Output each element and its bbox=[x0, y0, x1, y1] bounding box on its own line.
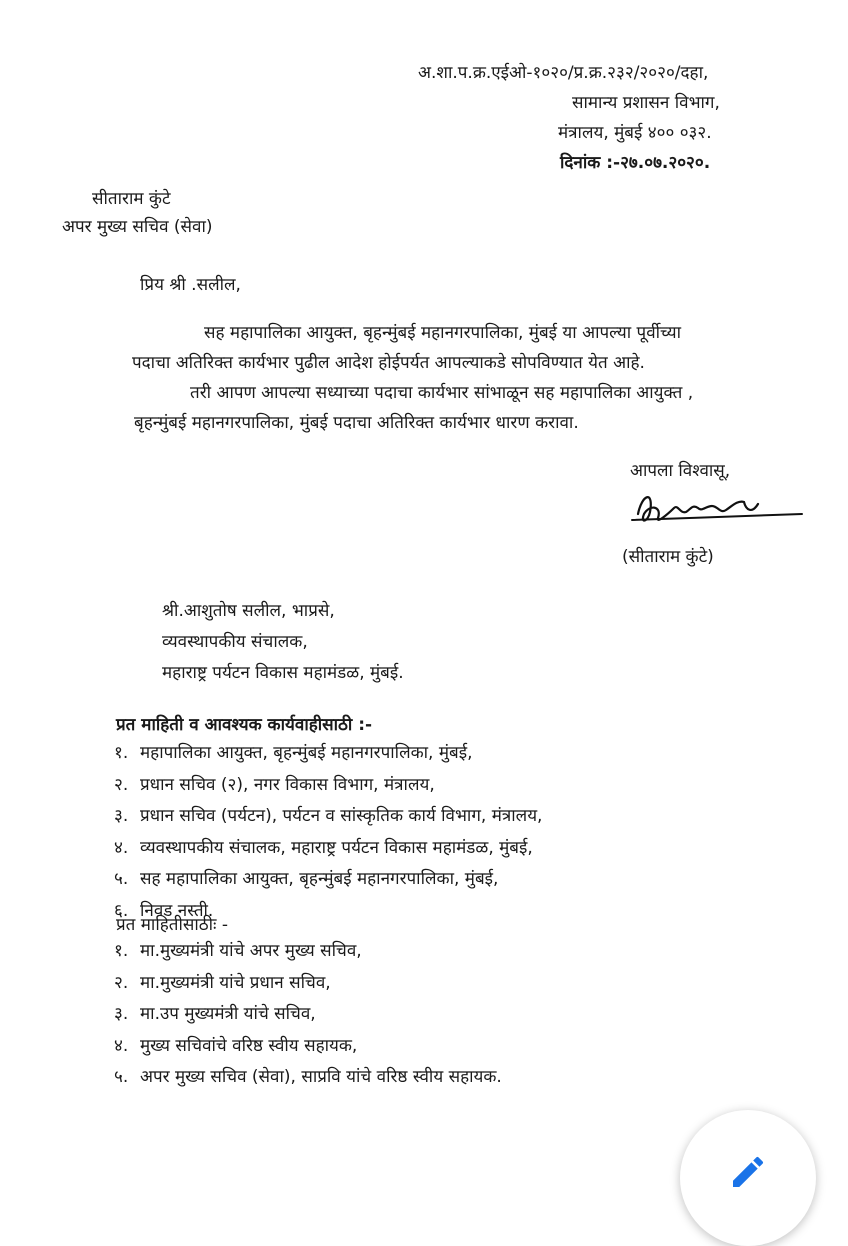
edit-button[interactable] bbox=[680, 1110, 816, 1246]
letter-date: दिनांक :-२७.०७.२०२०. bbox=[560, 153, 711, 173]
addressee-block bbox=[162, 596, 404, 689]
office-address: मंत्रालय, मुंबई ४०० ०३२. bbox=[558, 123, 712, 143]
list-item bbox=[114, 968, 502, 1000]
list-text: मा.उप मुख्यमंत्री यांचे सचिव, bbox=[140, 1004, 316, 1024]
list-item bbox=[114, 864, 542, 896]
copy-action-heading-text: प्रत माहिती व आवश्यक कार्यवाहीसाठी :- bbox=[116, 715, 373, 735]
body-line: बृहन्मुंबई महानगरपालिका, मुंबई पदाचा अतिरिक्त कार्यभार धारण करावा. bbox=[134, 413, 579, 433]
list-number: ३. bbox=[114, 1004, 129, 1024]
list-text: व्यवस्थापकीय संचालक, महाराष्ट्र पर्यटन विकास महामंडळ, मुंबई, bbox=[140, 837, 533, 858]
list-number: ४. bbox=[114, 837, 129, 858]
body-line: पदाचा अतिरिक्त कार्यभार पुढील आदेश होईपर्यत आपल्याकडे सोपविण्यात येत आहे. bbox=[132, 353, 645, 373]
list-item bbox=[114, 801, 542, 833]
closing-text: आपला विश्वासू, bbox=[630, 461, 731, 481]
body-paragraph-2 bbox=[134, 378, 770, 438]
list-text: मा.मुख्यमंत्री यांचे प्रधान सचिव, bbox=[140, 972, 331, 993]
copy-info-list bbox=[114, 936, 502, 1094]
list-number: २. bbox=[114, 972, 129, 993]
salutation: प्रिय श्री .सलील, bbox=[140, 275, 241, 295]
list-text: मा.मुख्यमंत्री यांचे अपर मुख्य सचिव, bbox=[140, 941, 362, 961]
addressee-line: महाराष्ट्र पर्यटन विकास महामंडळ, मुंबई. bbox=[162, 663, 404, 683]
list-text: महापालिका आयुक्त, बृहन्मुंबई महानगरपालिका, मुंबई, bbox=[140, 743, 473, 763]
list-item bbox=[114, 833, 542, 865]
department-name: सामान्य प्रशासन विभाग, bbox=[572, 93, 720, 113]
list-item bbox=[114, 936, 502, 968]
addressee-line: व्यवस्थापकीय संचालक, bbox=[162, 632, 308, 652]
list-number: ३. bbox=[114, 806, 129, 826]
addressee-line: श्री.आशुतोष सलील, भाप्रसे, bbox=[162, 601, 335, 621]
copy-action-list bbox=[114, 738, 542, 927]
pencil-icon bbox=[728, 1152, 768, 1192]
signatory-name: (सीताराम कुंटे) bbox=[622, 547, 714, 567]
list-number: ६. bbox=[114, 900, 129, 921]
copy-info-heading: प्रत माहितीसाठीः - bbox=[116, 915, 229, 935]
body-paragraph-1 bbox=[132, 318, 770, 378]
sender-title: अपर मुख्य सचिव (सेवा) bbox=[62, 217, 213, 237]
list-number: ४. bbox=[114, 1035, 129, 1056]
body-line: तरी आपण आपल्या सध्याच्या पदाचा कार्यभार सांभाळून सह महापालिका आयुक्त , bbox=[190, 383, 694, 403]
list-number: ५. bbox=[114, 1067, 129, 1087]
list-number: १. bbox=[114, 941, 129, 961]
list-number: २. bbox=[114, 774, 129, 795]
list-text: प्रधान सचिव (पर्यटन), पर्यटन व सांस्कृतिक कार्य विभाग, मंत्रालय, bbox=[140, 806, 543, 826]
reference-number: अ.शा.प.क्र.एईओ-१०२०/प्र.क्र.२३२/२०२०/दहा, bbox=[418, 63, 709, 83]
list-text: सह महापालिका आयुक्त, बृहन्मुंबई महानगरपालिका, मुंबई, bbox=[140, 869, 499, 889]
signature-image bbox=[628, 484, 804, 534]
list-text: अपर मुख्य सचिव (सेवा), साप्रवि यांचे वरिष्ठ स्वीय सहायक. bbox=[140, 1067, 502, 1087]
list-item bbox=[114, 999, 502, 1031]
list-text: प्रधान सचिव (२), नगर विकास विभाग, मंत्रालय, bbox=[140, 774, 435, 795]
sender-name: सीताराम कुंटे bbox=[92, 189, 171, 209]
list-text: निवड नस्ती. bbox=[140, 900, 214, 921]
list-item bbox=[114, 1031, 502, 1063]
list-text: मुख्य सचिवांचे वरिष्ठ स्वीय सहायक, bbox=[140, 1035, 358, 1056]
list-number: १. bbox=[114, 743, 129, 763]
body-line: सह महापालिका आयुक्त, बृहन्मुंबई महानगरपालिका, मुंबई या आपल्या पूर्वीच्या bbox=[204, 323, 682, 343]
list-item bbox=[114, 770, 542, 802]
copy-action-heading bbox=[116, 712, 372, 735]
list-number: ५. bbox=[114, 869, 129, 889]
list-item bbox=[114, 1062, 502, 1094]
list-item bbox=[114, 738, 542, 770]
